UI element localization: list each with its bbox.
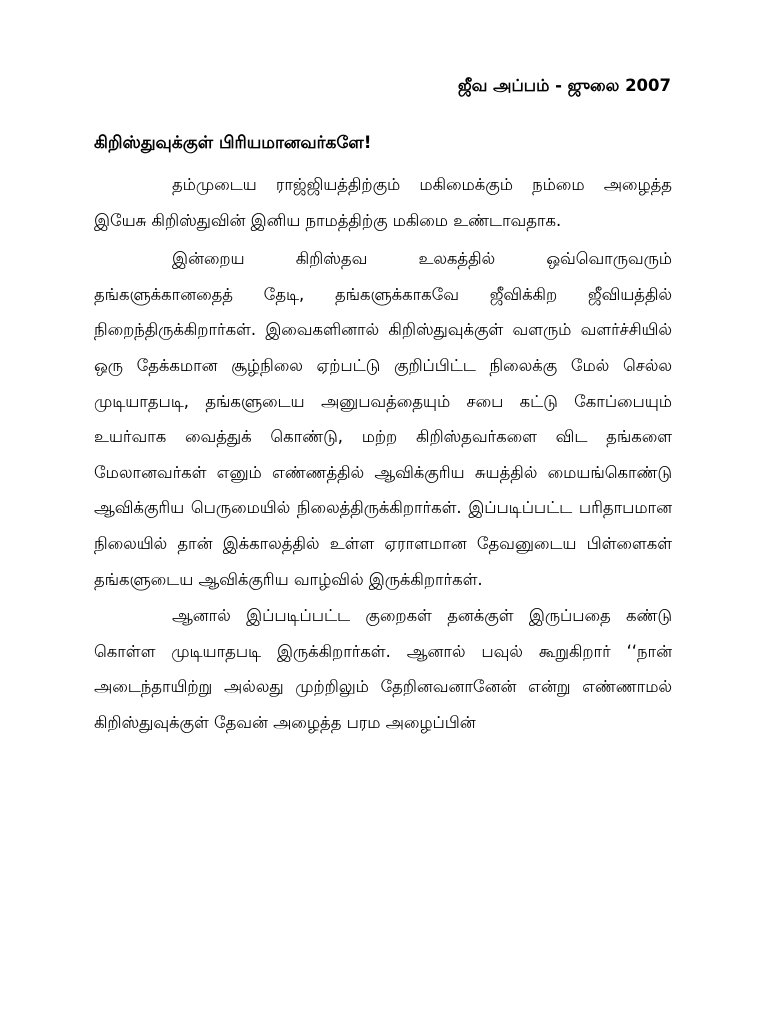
body-text xyxy=(94,167,672,741)
paragraph-3: ஆனால் இப்படிப்பட்ட குறைகள் தனக்குள் இருப்பதை கண்டு கொள்ள முடியாதபடி இருக்கிறார்கள். ஆனால் பவுல் கூறுகிறார் ‘‘நான் அடைந்தாயிற்று அல்லது முற்றிலும் தேறினவனானேன் என்று எண்ணாமல் கிறிஸ்துவுக்குள் தேவன் அழைத்த பரம அழைப்பின் xyxy=(94,606,672,732)
salutation: கிறிஸ்துவுக்குள் பிரியமானவர்களே! xyxy=(94,133,372,153)
paragraph-2: இன்றைய கிறிஸ்தவ உலகத்தில் ஒவ்வொருவரும் தங்களுக்கானதைத் தேடி, தங்களுக்காகவே ஜீவிக்கிற ஜீவியத்தில் நிறைந்திருக்கிறார்கள். இவைகளினால் கிறிஸ்துவுக்குள் வளரும் வளர்ச்சியில் ஒரு தேக்கமான சூழ்நிலை ஏற்பட்டு குறிப்பிட்ட நிலைக்கு மேல் செல்ல முடியாதபடி, தங்களுடைய அனுபவத்தையும் சபை கட்டு கோப்பையும் உயர்வாக வைத்துக் கொண்டு, மற்ற கிறிஸ்தவர்களை விட தங்களை மேலானவர்கள் எனும் எண்ணத்தில் ஆவிக்குரிய சுயத்தில் மையங்கொண்டு ஆவிக்குரிய பெருமையில் நிலைத்திருக்கிறார்கள். இப்படிப்பட்ட பரிதாபமான நிலையில் தான் இக்காலத்தில் உள்ள ஏராளமான தேவனுடைய பிள்ளைகள் தங்களுடைய ஆவிக்குரிய வாழ்வில் இருக்கிறார்கள். xyxy=(94,249,672,589)
paragraph-1: தம்முடைய ராஜ்ஜியத்திற்கும் மகிமைக்கும் நம்மை அழைத்த இயேசு கிறிஸ்துவின் இனிய நாமத்திற்கு மகிமை உண்டாவதாக. xyxy=(94,175,672,230)
page-header: ஜீவ அப்பம் - ஜுலை 2007 xyxy=(457,76,671,95)
